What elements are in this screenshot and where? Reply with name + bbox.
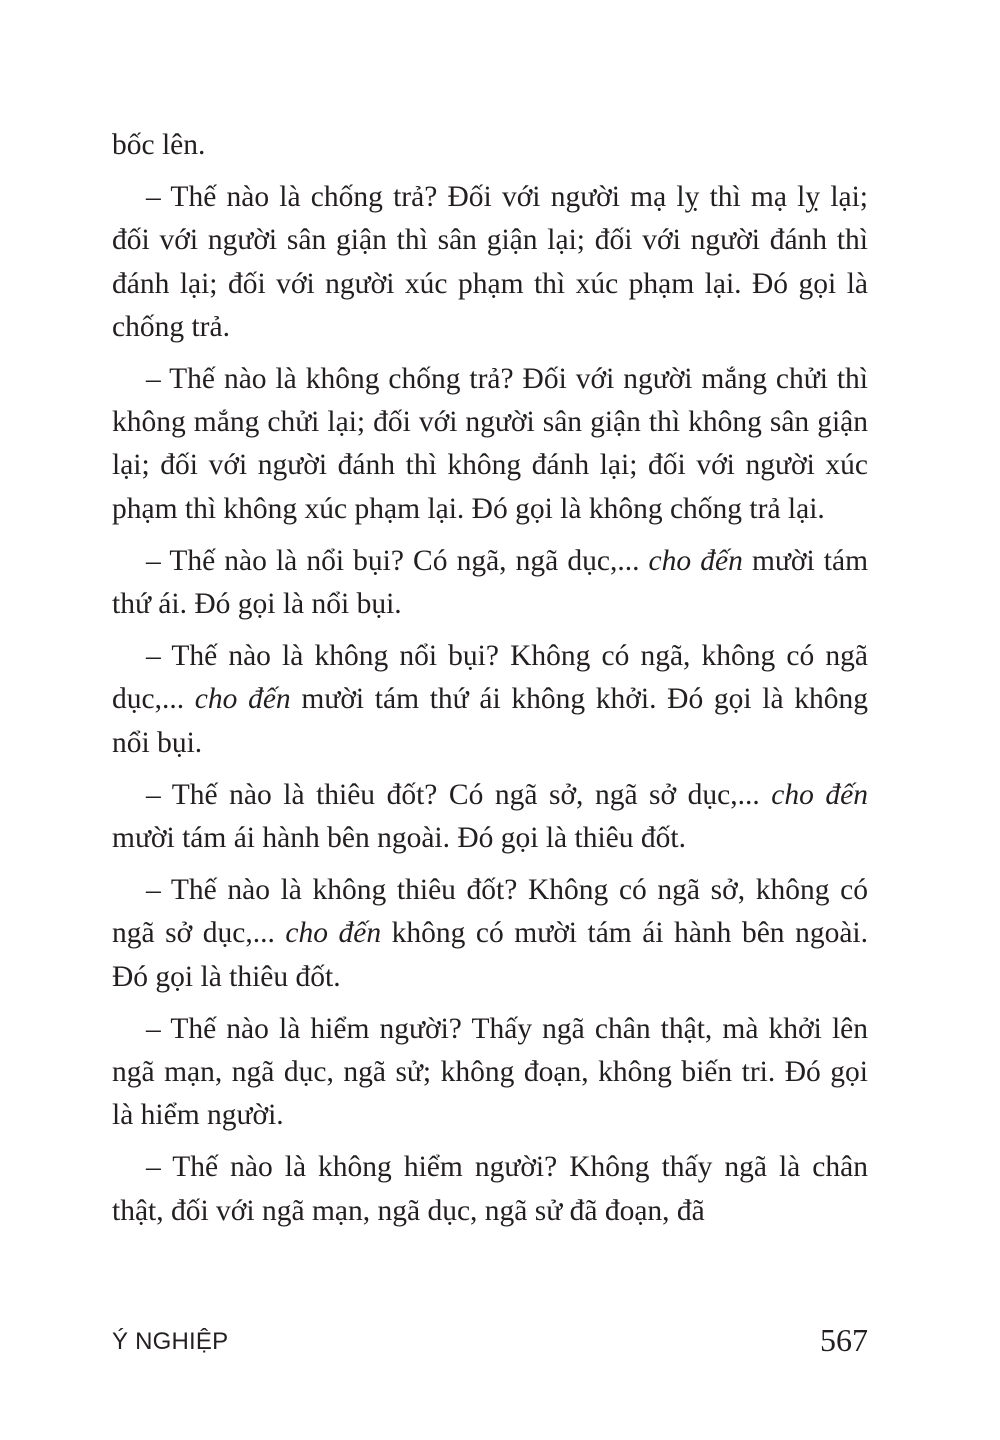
paragraph bbox=[112, 1146, 868, 1232]
paragraph bbox=[112, 1008, 868, 1138]
italic-phrase: cho đến bbox=[194, 683, 291, 716]
text-run: mười tám thứ ái. Đó gọi là nổi bụi. bbox=[112, 544, 869, 621]
text-run: – Thế nào là không hiểm người? Không thấy ngã là chân thật, đối với ngã mạn, ngã dục, ngã sử đã đoạn, đã bbox=[112, 1151, 868, 1227]
paragraph bbox=[112, 540, 868, 626]
text-run: – Thế nào là hiểm người? Thấy ngã chân thật, mà khởi lên ngã mạn, ngã dục, ngã sử; không đoạn, không biến tri. Đó gọi là hiểm người. bbox=[112, 1012, 868, 1132]
text-run: – Thế nào là chống trả? Đối với người mạ lỵ thì mạ lỵ lại; đối với người sân giận thì sân giận lại; đối với người đánh thì đánh lại; đối với người xúc phạm thì xúc phạm lại. Đó gọi là chống trả. bbox=[112, 181, 868, 343]
italic-phrase: cho đến bbox=[771, 778, 869, 811]
paragraph bbox=[112, 869, 868, 999]
text-run: – Thế nào là nổi bụi? Có ngã, ngã dục,... bbox=[146, 544, 649, 577]
paragraph bbox=[112, 124, 868, 167]
running-head: Ý NGHIỆP bbox=[112, 1328, 229, 1355]
page-footer bbox=[112, 1320, 868, 1370]
body-text bbox=[112, 124, 868, 1242]
italic-phrase: cho đến bbox=[648, 544, 743, 577]
text-run: mười tám thứ ái không khởi. Đó gọi là không nổi bụi. bbox=[112, 683, 869, 759]
text-run: – Thế nào là không nổi bụi? Không có ngã, không có ngã dục,... bbox=[112, 640, 868, 716]
text-run: mười tám ái hành bên ngoài. Đó gọi là thiêu đốt. bbox=[112, 822, 686, 855]
text-run: – Thế nào là thiêu đốt? Có ngã sở, ngã sở dục,... bbox=[146, 778, 772, 811]
text-run: – Thế nào là không chống trả? Đối với người mắng chửi thì không mắng chửi lại; đối với người sân giận thì không sân giận lại; đối với người đánh thì không đánh lại; đối với người xúc phạm thì không xúc phạm lại. Đó gọi là không chống trả lại. bbox=[112, 363, 868, 525]
paragraph bbox=[112, 635, 868, 765]
text-run: bốc lên. bbox=[112, 129, 206, 161]
text-run: không có mười tám ái hành bên ngoài. Đó gọi là thiêu đốt. bbox=[112, 917, 868, 993]
text-run: – Thế nào là không thiêu đốt? Không có ngã sở, không có ngã sở dục,... bbox=[112, 874, 868, 950]
paragraph bbox=[112, 176, 868, 349]
page-number: 567 bbox=[820, 1322, 868, 1358]
paragraph bbox=[112, 358, 868, 531]
paragraph bbox=[112, 774, 868, 860]
italic-phrase: cho đến bbox=[285, 917, 382, 950]
